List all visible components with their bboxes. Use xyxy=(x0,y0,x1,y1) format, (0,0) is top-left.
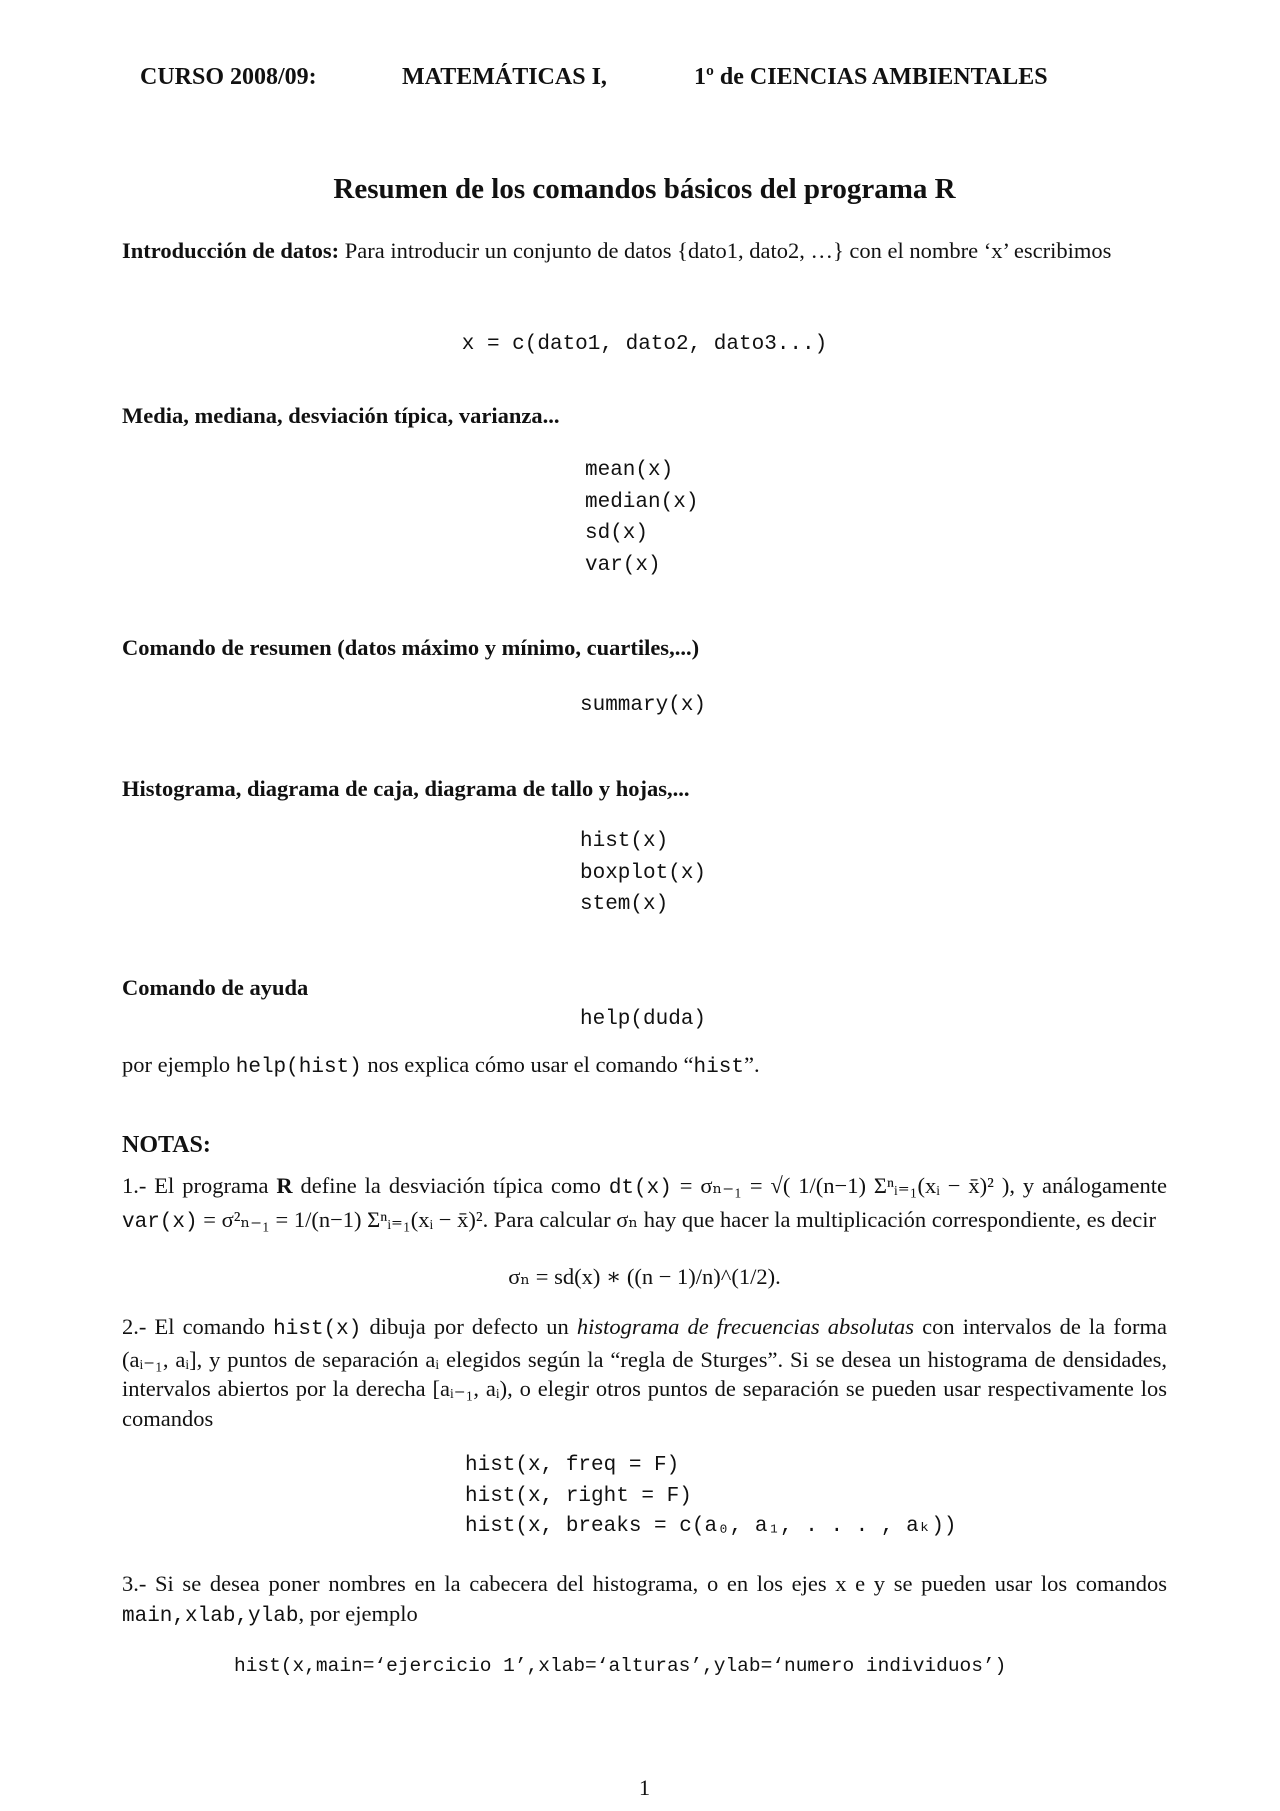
text: , por ejemplo xyxy=(298,1601,418,1626)
text: R xyxy=(276,1173,293,1198)
text: dibuja por defecto un xyxy=(361,1314,577,1339)
plots-heading: Histograma, diagrama de caja, diagrama de tallo y hojas,... xyxy=(122,776,690,801)
code-line: boxplot(x) xyxy=(580,861,707,885)
page-title: Resumen de los comandos básicos del programa R xyxy=(333,173,956,205)
intro-text: Para introducir un conjunto de datos {dato1, dato2, …} con el nombre ‘x’ escribimos xyxy=(344,238,1112,263)
degree-label: 1º de CIENCIAS AMBIENTALES xyxy=(694,64,1048,90)
summary-code: summary(x) xyxy=(580,694,707,717)
text: ”. xyxy=(743,1052,760,1077)
text: histograma de frecuencias absolutas xyxy=(576,1314,915,1339)
code-line: hist(x, right = F) xyxy=(465,1484,692,1508)
text: 2.- El comando xyxy=(122,1314,274,1339)
inline-code: main,xlab,ylab xyxy=(122,1605,299,1628)
code-line: var(x) xyxy=(585,553,661,577)
intro-heading: Introducción de datos: xyxy=(122,238,340,263)
help-example xyxy=(122,1049,1167,1083)
help-code: help(duda) xyxy=(580,1008,707,1031)
inline-code: dt(x) xyxy=(608,1177,672,1200)
text: 3.- Si se desea poner nombres en la cabecera del histograma, o en los ejes x e y se pueden usar los comandos xyxy=(122,1571,1167,1596)
text: por ejemplo xyxy=(122,1052,236,1077)
note-3-code: hist(x,main=‘ejercicio 1’,xlab=‘alturas’,ylab=‘numero individuos’) xyxy=(234,1655,1007,1677)
note-1-formula: σₙ = sd(x) ∗ ((n − 1)/n)^(1/2). xyxy=(508,1264,781,1289)
text: = σ²ₙ₋₁ = 1/(n−1) Σⁿᵢ₌₁(xᵢ − x̄)². Para calcular σₙ hay que hacer la multiplicación correspondiente, es decir xyxy=(197,1207,1157,1232)
plots-code xyxy=(580,826,706,921)
text: con intervalos de la forma (aᵢ₋₁, aᵢ], y puntos de separación aᵢ elegidos según la “regla de Sturges”. Si se desea un histograma de densidades, intervalos abiertos por la derecha [aᵢ₋₁, aᵢ), o elegir otros puntos de separación se pueden usar respectivamente los comandos xyxy=(122,1314,1167,1432)
text: 1.- El programa xyxy=(122,1173,277,1198)
code-line: sd(x) xyxy=(585,522,649,545)
subject-label: MATEMÁTICAS I, xyxy=(402,64,607,90)
note-2 xyxy=(122,1312,1167,1434)
code-line: stem(x) xyxy=(580,893,669,916)
intro-paragraph xyxy=(122,235,1167,266)
stats-heading: Media, mediana, desviación típica, varianza... xyxy=(122,403,560,428)
code-line: hist(x, breaks = c(a₀, a₁, . . . , aₖ)) xyxy=(465,1515,957,1538)
intro-code: x = c(dato1, dato2, dato3...) xyxy=(461,333,828,356)
inline-code: var(x) xyxy=(122,1211,198,1234)
text: nos explica cómo usar el comando “ xyxy=(361,1052,694,1077)
code-line: median(x) xyxy=(585,490,699,514)
code-line: mean(x) xyxy=(585,459,674,482)
inline-code: hist(x) xyxy=(273,1318,362,1341)
note-2-code xyxy=(465,1451,957,1543)
text: = σₙ₋₁ = √( 1/(n−1) Σⁿᵢ₌₁(xᵢ − x̄)² ), y análogamente xyxy=(671,1173,1167,1198)
notes-heading: NOTAS: xyxy=(122,1132,211,1158)
note-1 xyxy=(122,1170,1167,1238)
stats-code xyxy=(585,455,698,581)
code-line: hist(x, freq = F) xyxy=(465,1454,680,1477)
help-heading: Comando de ayuda xyxy=(122,975,309,1000)
note-3 xyxy=(122,1569,1167,1632)
course-label: CURSO 2008/09: xyxy=(140,64,317,90)
summary-heading: Comando de resumen (datos máximo y mínimo, cuartiles,...) xyxy=(122,635,700,660)
text: define la desviación típica como xyxy=(292,1173,609,1198)
inline-code: hist xyxy=(693,1056,744,1079)
inline-code: help(hist) xyxy=(235,1056,362,1079)
code-line: hist(x) xyxy=(580,830,669,853)
page-number: 1 xyxy=(638,1775,651,1800)
